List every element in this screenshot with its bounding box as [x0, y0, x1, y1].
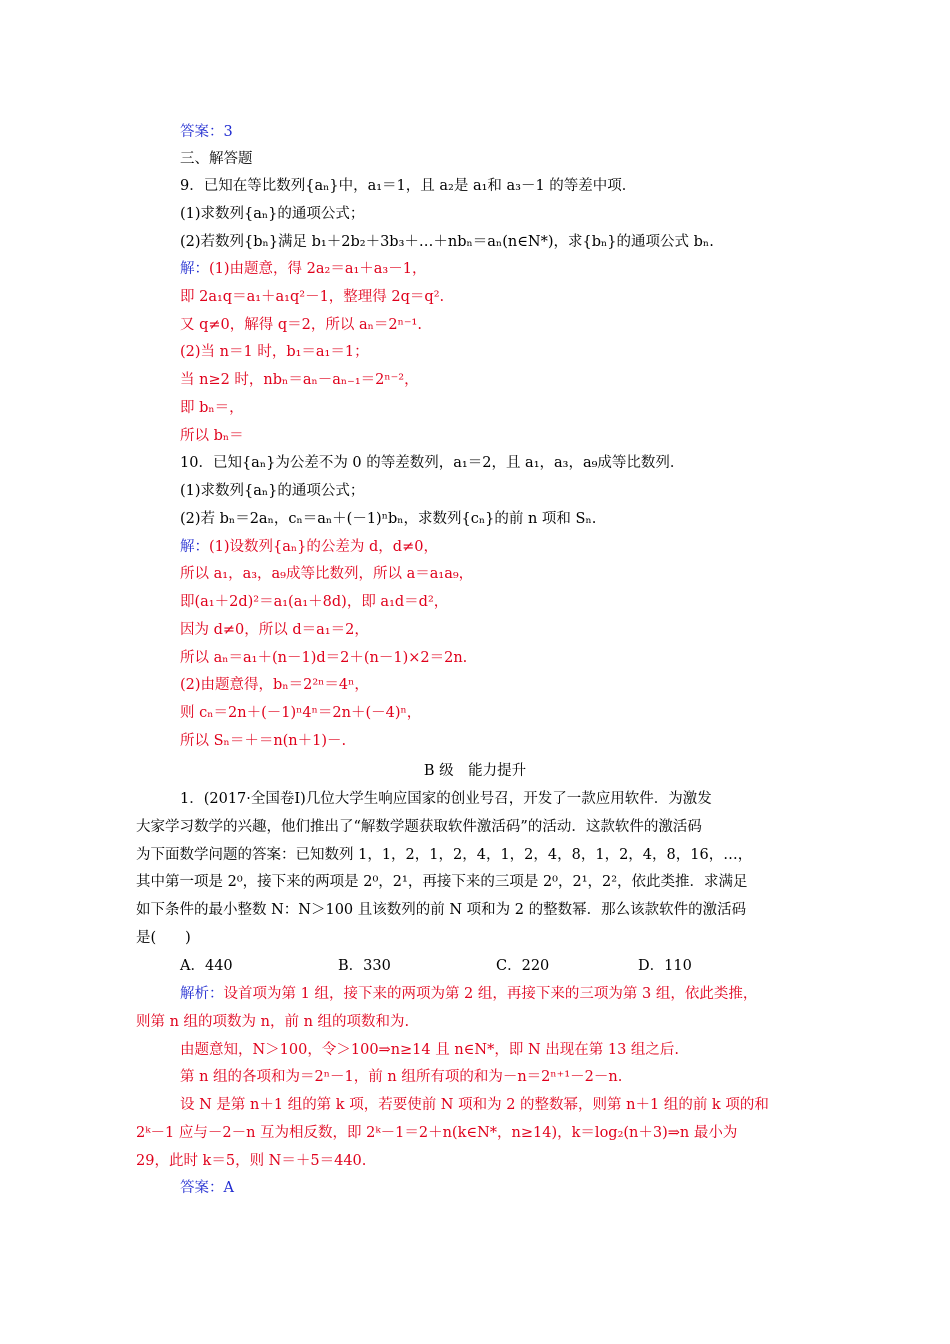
option-d: D．110: [638, 958, 692, 974]
solution-9-line-1: 解：(1)由题意，得 2a₂＝a₁＋a₃－1，: [180, 261, 427, 277]
problem-9-part-2: (2)若数列{bₙ}满足 b₁＋2b₂＋3b₃＋…＋nbₙ＝aₙ(n∈N*)，求{bₙ}的通项公式 bₙ.: [180, 234, 714, 250]
solution-10-line-1: 解：(1)设数列{aₙ}的公差为 d，d≠0，: [180, 539, 438, 555]
problem-9-part-1: (1)求数列{aₙ}的通项公式；: [180, 206, 365, 222]
analysis-line-3: 由题意知，N＞100，令＞100⇒n≥14 且 n∈N*，即 N 出现在第 13 组之后.: [180, 1042, 680, 1058]
b-problem-1-line-4: 其中第一项是 2⁰，接下来的两项是 2⁰，2¹，再接下来的三项是 2⁰，2¹，2²，依此类推．求满足: [136, 874, 748, 890]
solution-10-line-2: 所以 a₁，a₃，a₉成等比数列，所以 a＝a₁a₉，: [180, 566, 474, 582]
problem-10-part-2: (2)若 bₙ＝2aₙ，cₙ＝aₙ＋(－1)ⁿbₙ，求数列{cₙ}的前 n 项和 Sₙ.: [180, 511, 597, 527]
option-b: B．330: [338, 958, 391, 974]
solution-9-line-5: 当 n≥2 时，nbₙ＝aₙ－aₙ₋₁＝2ⁿ⁻²，: [180, 372, 419, 388]
section-b-heading: B 级 能力提升: [423, 763, 527, 779]
b-problem-1-line-3: 为下面数学问题的答案：已知数列 1，1，2，1，2，4，1，2，4，8，1，2，4，8，16，…，: [136, 847, 753, 863]
final-answer: 答案：A: [180, 1180, 234, 1196]
solution-label: 解：: [180, 261, 209, 277]
answer-8: 答案：3: [180, 124, 233, 140]
problem-10-statement: 10．已知{aₙ}为公差不为 0 的等差数列，a₁＝2，且 a₁，a₃，a₉成等比数列．: [180, 455, 685, 471]
option-c: C．220: [496, 958, 550, 974]
solution-10-line-3: 即(a₁＋2d)²＝a₁(a₁＋8d)，即 a₁d＝d²，: [180, 594, 449, 610]
option-a: A．440: [180, 958, 233, 974]
solution-10-line-8: 所以 Sₙ＝＋＝n(n＋1)－.: [180, 733, 347, 749]
b-problem-1-line-2: 大家学习数学的兴趣，他们推出了“解数学题获取软件激活码”的活动．这款软件的激活码: [136, 819, 702, 835]
solution-9-line-4: (2)当 n＝1 时，b₁＝a₁＝1；: [180, 344, 369, 360]
solution-9-line-7: 所以 bₙ＝: [180, 428, 244, 444]
analysis-label: 解析：: [180, 986, 224, 1002]
analysis-line-5: 设 N 是第 n＋1 组的第 k 项，若要使前 N 项和为 2 的整数幂，则第 n＋1 组的前 k 项的和: [180, 1097, 769, 1113]
solution-9-line-3: 又 q≠0，解得 q＝2，所以 aₙ＝2ⁿ⁻¹.: [180, 317, 422, 333]
analysis-line-6: 2ᵏ－1 应与－2－n 互为相反数，即 2ᵏ－1＝2＋n(k∈N*，n≥14)，k＝log₂(n＋3)⇒n 最小为: [136, 1125, 738, 1141]
answer-options: [180, 956, 692, 978]
solution-label: 解：: [180, 539, 209, 555]
problem-10-part-1: (1)求数列{aₙ}的通项公式；: [180, 483, 365, 499]
b-problem-1-line-1: 1．(2017·全国卷Ⅰ)几位大学生响应国家的创业号召，开发了一款应用软件．为激发: [180, 791, 712, 807]
solution-9-line-6: 即 bₙ＝，: [180, 400, 244, 416]
solution-10-line-7: 则 cₙ＝2n＋(－1)ⁿ4ⁿ＝2n＋(－4)ⁿ，: [180, 705, 422, 721]
section-heading: 三、解答题: [180, 151, 253, 167]
problem-9-statement: 9．已知在等比数列{aₙ}中，a₁＝1，且 a₂是 a₁和 a₃－1 的等差中项．: [180, 178, 637, 194]
analysis-line-7: 29，此时 k＝5，则 N＝＋5＝440.: [136, 1153, 367, 1169]
b-problem-1-line-6: 是( ): [136, 930, 191, 946]
solution-10-line-4: 因为 d≠0，所以 d＝a₁＝2，: [180, 622, 369, 638]
analysis-line-4: 第 n 组的各项和为＝2ⁿ－1，前 n 组所有项的和为－n＝2ⁿ⁺¹－2－n.: [180, 1069, 623, 1085]
analysis-line-2: 则第 n 组的项数为 n，前 n 组的项数和为.: [136, 1014, 410, 1030]
b-problem-1-line-5: 如下条件的最小整数 N：N＞100 且该数列的前 N 项和为 2 的整数幂．那么该款软件的激活码: [136, 902, 747, 918]
solution-10-line-6: (2)由题意得，bₙ＝2²ⁿ＝4ⁿ，: [180, 677, 369, 693]
solution-10-line-5: 所以 aₙ＝a₁＋(n－1)d＝2＋(n－1)×2＝2n.: [180, 650, 468, 666]
analysis-line-1: 解析：设首项为第 1 组，接下来的两项为第 2 组，再接下来的三项为第 3 组，依此类推，: [180, 986, 758, 1002]
solution-9-line-2: 即 2a₁q＝a₁＋a₁q²－1，整理得 2q＝q².: [180, 289, 445, 305]
